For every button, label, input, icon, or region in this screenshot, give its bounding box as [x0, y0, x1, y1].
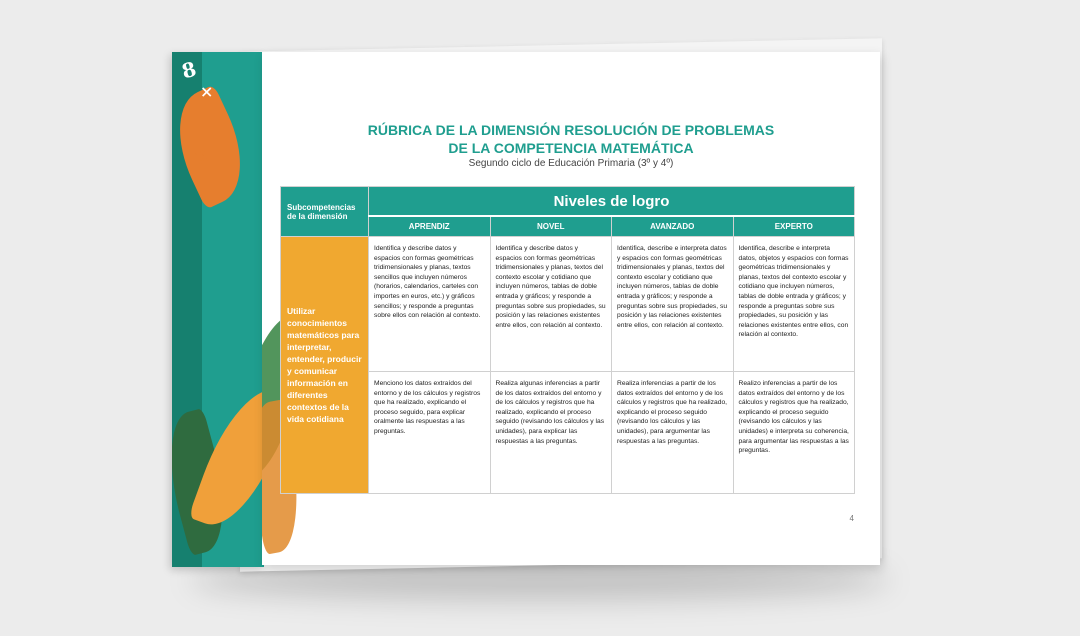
page-subtitle: Segundo ciclo de Educación Primaria (3º y 4º) — [468, 158, 674, 169]
level-avanzado: AVANZADO — [612, 216, 734, 237]
rubric-cell-avanzado-2: Realiza inferencias a partir de los datos extraídos del entorno y de los cálculos y registros que ha realizado, explicando el proceso seguido (revisando los cálculos y las unidades), para argumentar las respuestas a las preguntas. — [612, 372, 734, 494]
level-aprendiz: APRENDIZ — [369, 216, 491, 237]
rubric-cell-aprendiz-2: Menciono los datos extraídos del entorno y de los cálculos y registros que ha realizado, explicando el proceso seguido, para explicar oralmente las respuestas a las preguntas. — [369, 372, 491, 494]
page-number: 4 — [849, 514, 854, 523]
eight-glyph: 8 — [179, 56, 199, 84]
rubric-cell-experto-2: Realizo inferencias a partir de los datos extraídos del entorno y de los cálculos y registros que ha realizado, explicando el proceso seguido (revisando los cálculos y las unidades) e interpreta su coherencia, para argumentar las respuestas a las preguntas. — [733, 372, 855, 494]
rubric-cell-novel-1: Identifica y describe datos y espacios con formas geométricas tridimensionales y planas, textos del contexto escolar y cotidiano que incluyen números, tablas de doble entrada y gráficos; y responde a preguntas sobre sus propiedades, su posición y las relaciones existentes entre ellos, con relación al contexto. — [490, 237, 612, 372]
left-page-illustration — [172, 52, 264, 567]
times-glyph: × — [200, 82, 214, 101]
rubric-cell-aprendiz-1: Identifica y describe datos y espacios con formas geométricas tridimensionales y planas, textos sencillos que incluyen números (horarios, calendarios, carteles con importes en euros, etc.) y gráficos sencillos; y responde a preguntas sobre ellos con relación al contexto. — [369, 237, 491, 372]
subcompetences-header: Subcompetencias de la dimensión — [281, 187, 369, 237]
sigma-glyph: Σ — [193, 146, 211, 169]
title-line-1: RÚBRICA DE LA DIMENSIÓN RESOLUCIÓN DE PROBLEMAS — [367, 122, 775, 138]
rubric-cell-avanzado-1: Identifica, describe e interpreta datos y espacios con formas geométricas tridimensionales y planas, textos del contexto escolar y cotidiano que incluyen números, tablas de doble entrada y gráficos; y responde a preguntas sobre sus propiedades, su posición y las relaciones existentes entre ellos, con relación al contexto. — [612, 237, 734, 372]
level-experto: EXPERTO — [733, 216, 855, 237]
levels-header: Niveles de logro — [369, 187, 855, 217]
rubric-cell-novel-2: Realiza algunas inferencias a partir de los datos extraídos del entorno y de los cálculos y registros que ha realizado, explicando el proceso seguido (revisando los cálculos y las unidades), para explicar las respuestas a las preguntas. — [490, 372, 612, 494]
subcompetence-cell: Utilizar conocimientos matemáticos para interpretar, entender, producir y comunicar información en diferentes contextos de la vida cotidiana — [281, 237, 369, 494]
rubric-table — [280, 186, 855, 494]
title-line-2: DE LA COMPETENCIA MATEMÁTICA — [448, 140, 694, 156]
document-page — [262, 52, 880, 565]
page-title — [262, 121, 880, 157]
rubric-cell-experto-1: Identifica, describe e interpreta datos, objetos y espacios con formas geométricas tridimensionales y planas, textos del contexto escolar y cotidiano que incluyen números, tablas de doble entrada y gráficos; y responde a preguntas sobre sus propiedades, su posición y las relaciones existentes entre ellos, con relación al contexto. — [733, 237, 855, 372]
level-novel: NOVEL — [490, 216, 612, 237]
